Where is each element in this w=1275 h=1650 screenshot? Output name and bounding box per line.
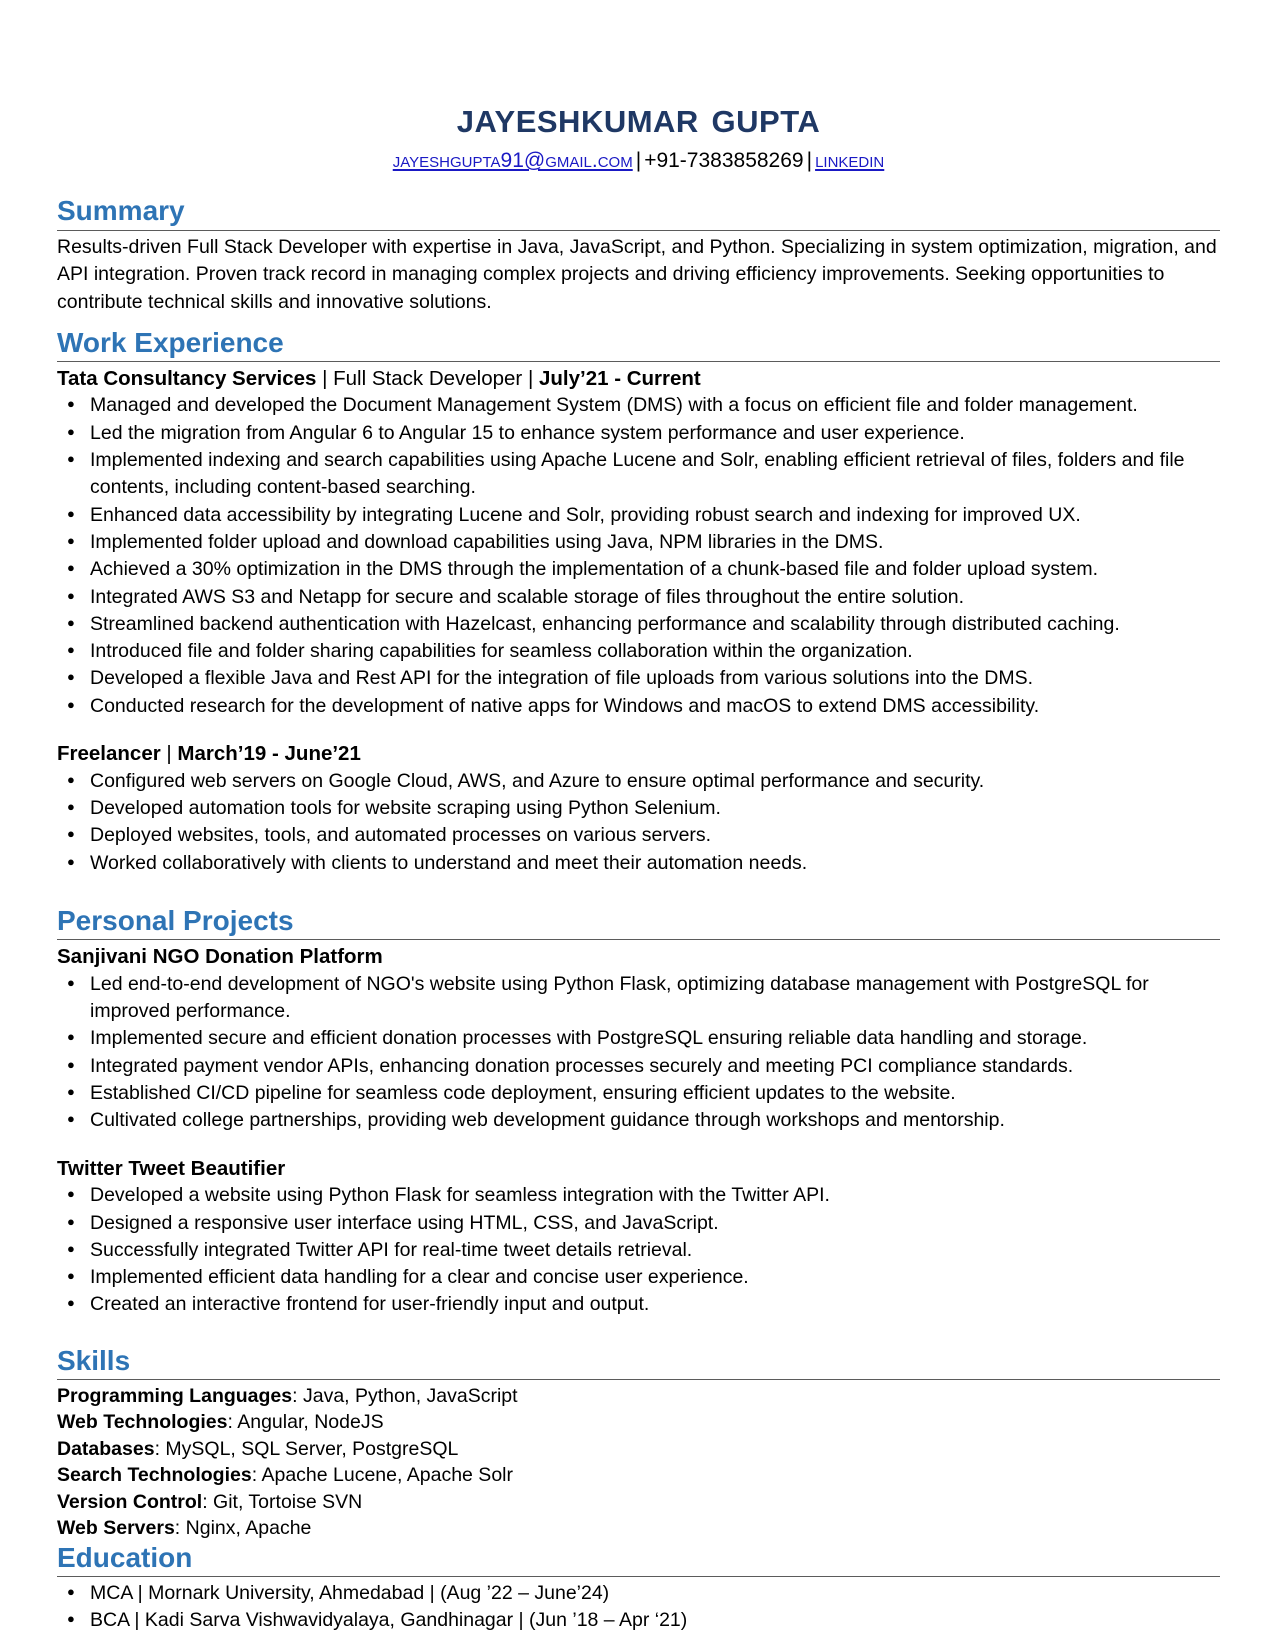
skill-label: Web Technologies (57, 1411, 228, 1434)
project-name-text: Twitter Tweet Beautifier (57, 1156, 286, 1180)
section-rule-work-experience (57, 361, 1220, 362)
list-item: ● Established CI/CD pipeline for seamless code deployment, ensuring efficient updates to the website. (57, 1080, 1220, 1107)
skill-colon: : (227, 1411, 238, 1434)
list-item: ● Integrated payment vendor APIs, enhancing donation processes securely and meeting PCI compliance standards. (57, 1053, 1220, 1080)
list-item: ● Implemented secure and efficient donation processes with PostgreSQL ensuring reliable data handling and storage. (57, 1025, 1220, 1052)
project-bullets (57, 1182, 1220, 1318)
education-list (57, 1580, 1220, 1635)
project-entry (57, 943, 1220, 1134)
phone-number: +91-7383858269 (644, 149, 804, 173)
list-item: ● Implemented folder upload and download capabilities using Java, NPM libraries in the DMS. (57, 529, 1220, 556)
list-item: ● Streamlined backend authentication with Hazelcast, enhancing performance and scalability through distributed caching. (57, 611, 1220, 638)
resume-header (57, 95, 1220, 173)
work-role: Full Stack Developer (333, 366, 523, 390)
work-company: Tata Consultancy Services (57, 366, 317, 390)
section-rule-skills (57, 1379, 1220, 1380)
section-title-skills: Skills (57, 1344, 131, 1376)
spacer (57, 1135, 1220, 1155)
contact-line (57, 148, 1220, 173)
section-skills (57, 1345, 1220, 1542)
list-item: ● Configured web servers on Google Cloud, AWS, and Azure to ensure optimal performance and security. (57, 768, 1220, 795)
skill-row (57, 1383, 1220, 1410)
project-name (57, 1155, 1220, 1183)
linkedin-link[interactable]: linkedin (815, 149, 885, 173)
section-education (57, 1542, 1220, 1635)
skill-row (57, 1489, 1220, 1516)
skill-value: Git, Tortoise SVN (213, 1490, 363, 1513)
list-item: ● MCA | Mornark University, Ahmedabad | (Aug ’22 – June’24) (57, 1580, 1220, 1607)
work-bullets (57, 392, 1220, 720)
list-item: ● BCA | Kadi Sarva Vishwavidyalaya, Gandhinagar | (Jun ’18 – Apr ‘21) (57, 1607, 1220, 1634)
work-entry (57, 740, 1220, 877)
work-entry-heading (57, 365, 1220, 393)
list-item: ● Developed a website using Python Flask for seamless integration with the Twitter API. (57, 1182, 1220, 1209)
list-item: ● Developed a flexible Java and Rest API for the integration of file uploads from various solutions into the DMS. (57, 665, 1220, 692)
skill-colon: : (202, 1490, 214, 1513)
skill-value: Angular, NodeJS (237, 1411, 384, 1434)
list-item: ● Developed automation tools for website scraping using Python Selenium. (57, 795, 1220, 822)
list-item: ● Introduced file and folder sharing capabilities for seamless collaboration within the organization. (57, 638, 1220, 665)
list-item: ● Created an interactive frontend for user-friendly input and output. (57, 1291, 1220, 1318)
section-title-work-experience: Work Experience (57, 326, 284, 358)
list-item: ● Implemented efficient data handling for a clear and concise user experience. (57, 1264, 1220, 1291)
work-entry (57, 365, 1220, 720)
skill-label: Search Technologies (57, 1464, 252, 1487)
contact-separator-2: | (806, 149, 813, 173)
skill-colon: : (292, 1384, 303, 1407)
work-sep-1: | (160, 742, 178, 766)
section-summary (57, 195, 1220, 316)
work-bullets (57, 768, 1220, 877)
list-item: ● Managed and developed the Document Management System (DMS) with a focus on efficient file and folder management. (57, 392, 1220, 419)
skill-label: Databases (57, 1437, 155, 1460)
list-item: ● Enhanced data accessibility by integrating Lucene and Solr, providing robust search and indexing for improved UX. (57, 502, 1220, 529)
list-item: ● Integrated AWS S3 and Netapp for secure and scalable storage of files throughout the entire solution. (57, 584, 1220, 611)
project-entry (57, 1155, 1220, 1319)
list-item: ● Successfully integrated Twitter API for real-time tweet details retrieval. (57, 1237, 1220, 1264)
work-sep-1: | (316, 366, 334, 390)
project-name (57, 943, 1220, 971)
list-item: ● Led the migration from Angular 6 to Angular 15 to enhance system performance and user experience. (57, 420, 1220, 447)
list-item: ● Designed a responsive user interface using HTML, CSS, and JavaScript. (57, 1210, 1220, 1237)
project-name-text: Sanjivani NGO Donation Platform (57, 945, 383, 969)
work-dates: July’21 - Current (538, 366, 701, 390)
summary-text: Results-driven Full Stack Developer with expertise in Java, JavaScript, and Python. Specializing in system optimization, migration, and API integration. Proven track record in managing complex projects and driving efficiency improvements. Seeking opportunities to contribute technical skills and innovative solutions. (57, 235, 1217, 313)
contact-separator-1: | (635, 149, 642, 173)
email-link[interactable]: jayeshgupta91@gmail.com (392, 149, 633, 173)
list-item: ● Cultivated college partnerships, providing web development guidance through workshops and mentorship. (57, 1107, 1220, 1134)
skill-colon: : (174, 1517, 186, 1540)
skill-value: Nginx, Apache (185, 1517, 312, 1540)
skill-label: Programming Languages (57, 1384, 293, 1407)
skill-colon: : (154, 1437, 166, 1460)
section-rule-education (57, 1576, 1220, 1577)
spacer (57, 720, 1220, 740)
work-entry-heading (57, 740, 1220, 768)
skill-value: Java, Python, JavaScript (302, 1384, 518, 1407)
list-item: ● Conducted research for the development of native apps for Windows and macOS to extend DMS accessibility. (57, 693, 1220, 720)
skill-colon: : (251, 1464, 262, 1487)
section-title-summary: Summary (57, 195, 185, 227)
section-personal-projects (57, 905, 1220, 1319)
skill-row (57, 1462, 1220, 1489)
skill-value: Apache Lucene, Apache Solr (261, 1464, 513, 1487)
skill-row (57, 1515, 1220, 1542)
project-bullets (57, 971, 1220, 1135)
skill-row (57, 1409, 1220, 1436)
work-company: Freelancer (57, 742, 161, 766)
work-sep-2: | (522, 366, 539, 390)
section-title-education: Education (57, 1541, 193, 1573)
list-item: ● Achieved a 30% optimization in the DMS through the implementation of a chunk-based file and folder upload system. (57, 556, 1220, 583)
list-item: ● Deployed websites, tools, and automated processes on various servers. (57, 822, 1220, 849)
list-item: ● Implemented indexing and search capabilities using Apache Lucene and Solr, enabling efficient retrieval of files, folders and file contents, including content-based searching. (57, 447, 1220, 502)
list-item: ● Led end-to-end development of NGO's website using Python Flask, optimizing database management with PostgreSQL for improved performance. (57, 971, 1220, 1026)
work-dates: March’19 - June’21 (177, 742, 361, 766)
section-work-experience (57, 327, 1220, 877)
section-title-personal-projects: Personal Projects (57, 904, 294, 936)
list-item: ● Worked collaboratively with clients to understand and meet their automation needs. (57, 850, 1220, 877)
section-rule-personal-projects (57, 939, 1220, 940)
skill-label: Version Control (57, 1490, 203, 1513)
skill-row (57, 1436, 1220, 1463)
section-rule-summary (57, 230, 1220, 231)
skill-value: MySQL, SQL Server, PostgreSQL (165, 1437, 459, 1460)
candidate-name: jayeshkumar gupta (456, 93, 821, 142)
skill-label: Web Servers (57, 1517, 175, 1540)
